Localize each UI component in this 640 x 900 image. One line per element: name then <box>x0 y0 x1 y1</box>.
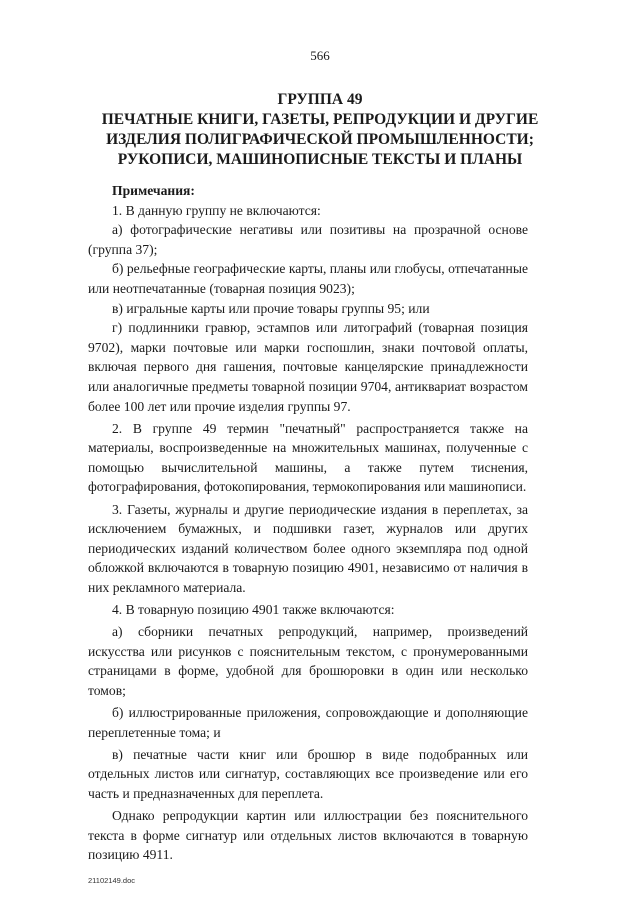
document-body <box>88 181 528 865</box>
paragraph: в) печатные части книг или брошюр в виде подобранных или отдельных листов или сигнатур, составляющих все произведение или его часть и предназначенных для переплета. <box>88 746 528 801</box>
paragraph: 1. В данную группу не включаются: <box>112 202 321 218</box>
paragraph: 3. Газеты, журналы и другие периодические издания в переплетах, за исключением бумажных, и подшивки газет, журналов или других периодических изданий количеством более одного экземпляра под одной обложкой включаются в товарную позицию 4901, независимо от наличия в них рекламного материала. <box>88 501 528 595</box>
title-line-1: ПЕЧАТНЫЕ КНИГИ, ГАЗЕТЫ, РЕПРОДУКЦИИ И ДРУГИЕ <box>101 111 539 128</box>
paragraph: а) сборники печатных репродукций, например, произведений искусства или рисунков с пояснительным текстом, с пронумерованными страницами в форме, удобной для брошюровки в один или несколько томов; <box>88 624 528 698</box>
group-title: ГРУППА 49 <box>277 91 363 108</box>
paragraph: в) игральные карты или прочие товары группы 95; или <box>112 300 430 316</box>
paragraph: 2. В группе 49 термин "печатный" распространяется также на материалы, воспроизведенные на множительных машинах, полученные с помощью вычислительной машины, а также путем тиснения, фотографирования, фотокопирования, термокопирования или машинописи. <box>88 420 528 495</box>
title-line-2: ИЗДЕЛИЯ ПОЛИГРАФИЧЕСКОЙ ПРОМЫШЛЕННОСТИ; <box>106 131 534 148</box>
paragraph: Однако репродукции картин или иллюстрации без пояснительного текста в форме сигнатур или отдельных листов включаются в товарную позицию 4911. <box>88 807 528 863</box>
paragraph: 4. В товарную позицию 4901 также включаются: <box>112 601 395 617</box>
paragraph: б) иллюстрированные приложения, сопровождающие и дополняющие переплетенные тома; и <box>88 704 528 740</box>
paragraph: г) подлинники гравюр, эстампов или литографий (товарная позиция 9702), марки почтовые или марки госпошлин, знаки почтовой оплаты, включая первого дня гашения, почтовые канцелярские принадлежности или аналогичные предметы товарной позиции 9704, антиквариат возрастом более 100 лет или прочие изделия группы 97. <box>88 320 528 414</box>
title-block <box>70 90 570 170</box>
title-line-3: РУКОПИСИ, МАШИНОПИСНЫЕ ТЕКСТЫ И ПЛАНЫ <box>117 151 523 168</box>
footer-filename: 21102149.doc <box>88 876 135 885</box>
paragraph: б) рельефные географические карты, планы или глобусы, отпечатанные или неотпечатанные (товарная позиция 9023); <box>88 261 528 296</box>
page-number: 566 <box>310 48 330 63</box>
notes-heading: Примечания: <box>112 183 195 198</box>
paragraph: а) фотографические негативы или позитивы на прозрачной основе (группа 37); <box>88 222 528 257</box>
